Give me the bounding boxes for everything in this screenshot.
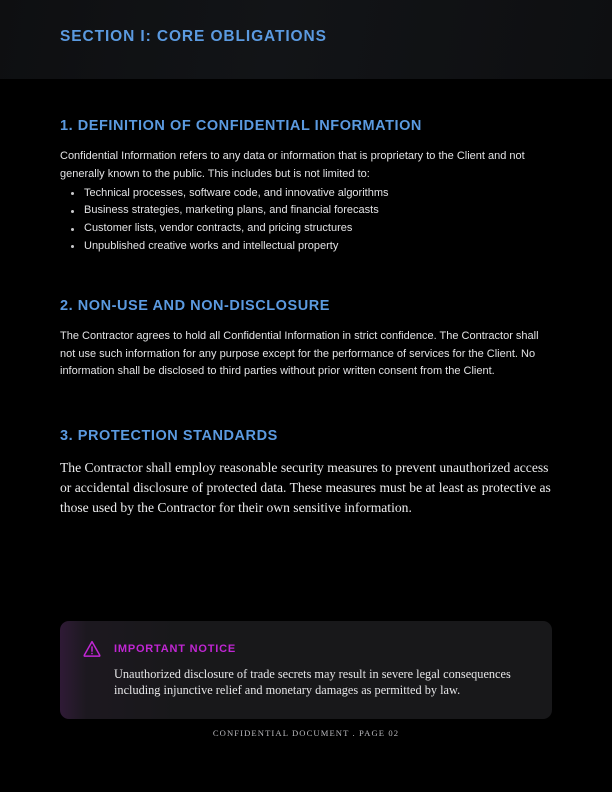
bullet-dot-icon [71, 210, 74, 213]
notice-title: IMPORTANT NOTICE [114, 643, 236, 655]
definition-bullet-list [60, 185, 552, 256]
notice-header [82, 639, 530, 659]
page-footer: CONFIDENTIAL DOCUMENT . PAGE 02 [212, 728, 400, 738]
bullet-dot-icon [71, 192, 74, 195]
bullet-dot-icon [71, 245, 74, 248]
section-3-heading: 3. PROTECTION STANDARDS [60, 427, 278, 444]
section-2-paragraph: The Contractor agrees to hold all Confidential Information in strict confidence. The Contractor shall not use such information for any purpose except for the performance of services for the Client. No information shall be disclosed to third parties without prior written consent from the Client. [60, 330, 539, 378]
section-1-heading: 1. DEFINITION OF CONFIDENTIAL INFORMATION [60, 118, 422, 134]
warning-triangle-icon [82, 639, 102, 659]
document-body [0, 79, 612, 518]
section-2-heading: 2. NON-USE AND NON-DISCLOSURE [60, 297, 330, 314]
list-item [60, 185, 552, 203]
page-header-band [0, 0, 612, 79]
bullet-dot-icon [71, 228, 74, 231]
list-item-label: Customer lists, vendor contracts, and pricing structures [84, 222, 353, 235]
section-definition [0, 79, 612, 256]
list-item [60, 220, 552, 238]
list-item [60, 202, 552, 220]
list-item-label: Technical processes, software code, and innovative algorithms [84, 186, 389, 199]
section-non-use [0, 256, 612, 381]
list-item-label: Unpublished creative works and intellectual property [84, 239, 339, 252]
list-item [60, 238, 552, 256]
section-3-paragraph: The Contractor shall employ reasonable security measures to prevent unauthorized access or accidental disclosure of protected data. These measures must be at least as protective as those used by the Contractor for their own sensitive information. [60, 460, 551, 516]
section-protection-standards [0, 381, 612, 518]
section-1-paragraph: Confidential Information refers to any data or information that is proprietary to the Client and not generally known to the public. This includes but is not limited to: [60, 150, 525, 180]
important-notice-callout [60, 621, 552, 719]
notice-body-text: Unauthorized disclosure of trade secrets may result in severe legal consequences including injunctive relief and monetary damages as permitted by law. [114, 667, 511, 697]
list-item-label: Business strategies, marketing plans, and financial forecasts [84, 204, 379, 217]
section-banner-title: SECTION I: CORE OBLIGATIONS [60, 28, 327, 45]
